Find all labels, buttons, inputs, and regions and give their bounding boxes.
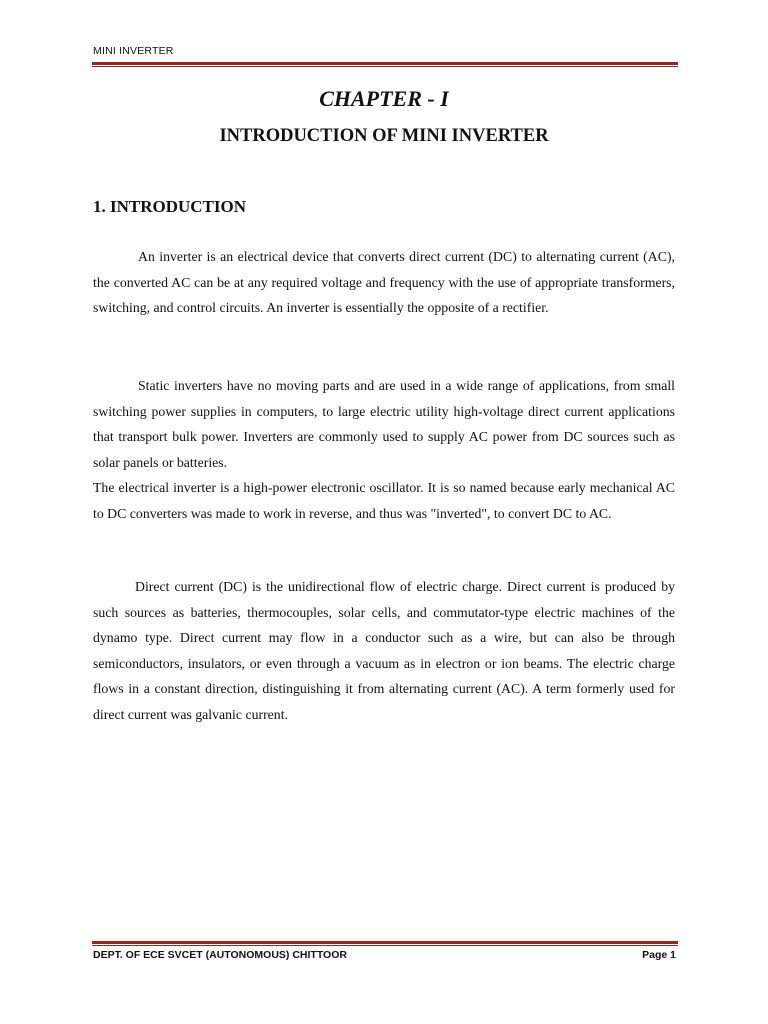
footer-rule-thick [92,941,678,944]
footer-department: DEPT. OF ECE SVCET (AUTONOMOUS) CHITTOOR [93,949,347,961]
chapter-subtitle: INTRODUCTION OF MINI INVERTER [219,126,549,146]
paragraph-4: Direct current (DC) is the unidirectional flow of electric charge. Direct current is produced by such sources as batteries, thermocouples, solar cells, and commutator-type electric machines of the dynamo type. Direct current may flow in a conductor such as a wire, but can also be through semiconductors, insulators, or even through a vacuum as in electron or ion beams. The electric charge flows in a constant direction, distinguishing it from alternating current (AC). A term formerly used for direct current was galvanic current. [93,579,675,722]
footer-page-number: Page 1 [642,949,676,961]
chapter-title: CHAPTER - I [319,86,449,111]
paragraph-2: Static inverters have no moving parts and are used in a wide range of applications, from small switching power supplies in computers, to large electric utility high-voltage direct current applications that transport bulk power. Inverters are commonly used to supply AC power from DC sources such as solar panels or batteries. [93,378,675,470]
paragraph-3: The electrical inverter is a high-power electronic oscillator. It is so named because early mechanical AC to DC converters was made to work in reverse, and thus was "inverted", to convert DC to AC. [93,480,675,521]
running-header: MINI INVERTER [93,45,174,57]
section-heading: 1. INTRODUCTION [93,197,247,216]
header-rule-thin [92,66,678,67]
paragraph-1: An inverter is an electrical device that converts direct current (DC) to alternating current (AC), the converted AC can be at any required voltage and frequency with the use of appropriate transformers, switching, and control circuits. An inverter is essentially the opposite of a rectifier. [93,249,675,315]
footer-rule-thin [92,945,678,946]
header-rule-thick [92,62,678,65]
paragraph-block-2 [93,373,675,526]
